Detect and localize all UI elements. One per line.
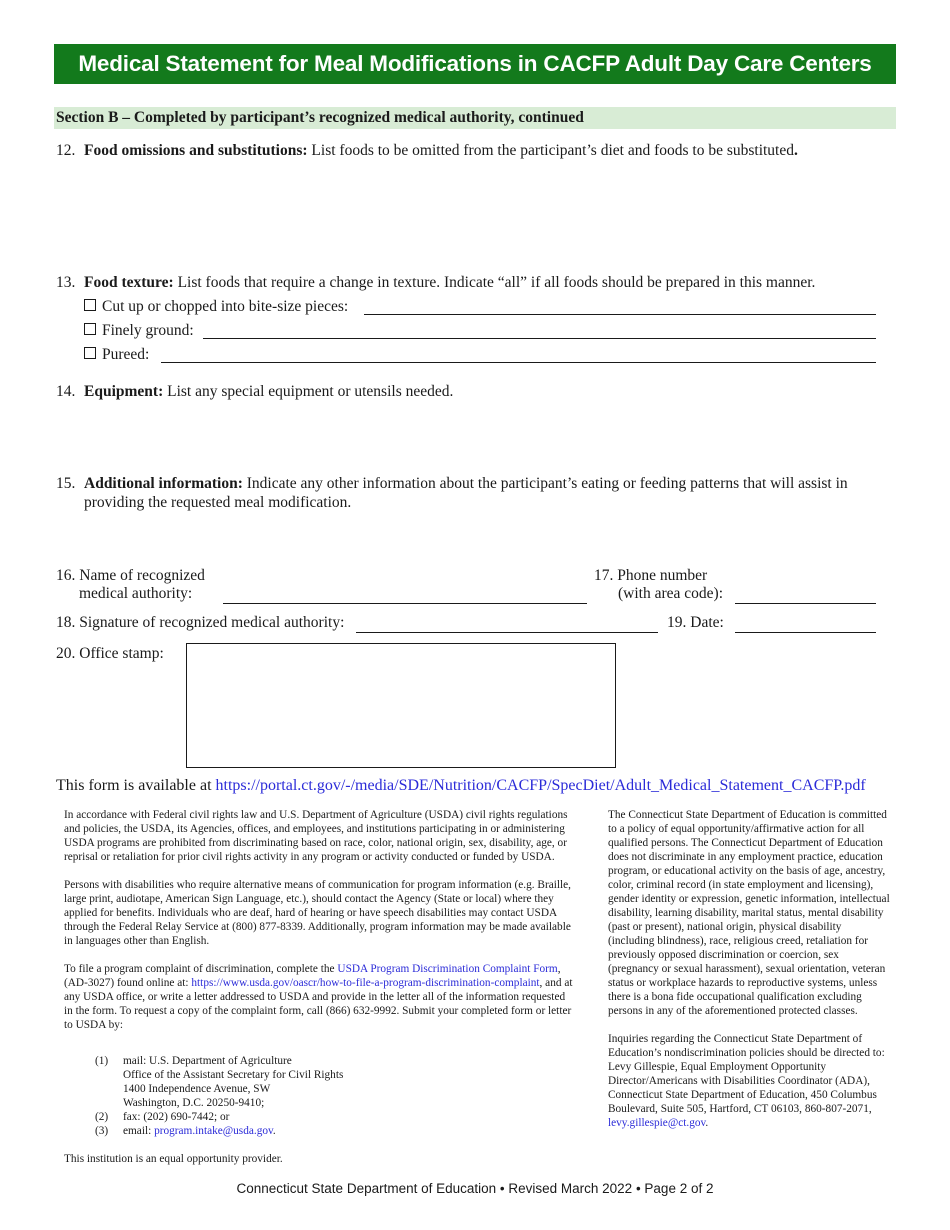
cut-up-answer-line[interactable] bbox=[364, 314, 876, 315]
ct-email-link[interactable]: levy.gillespie@ct.gov bbox=[608, 1117, 706, 1129]
list-number: (1) bbox=[95, 1055, 109, 1067]
equipment-answer-area[interactable] bbox=[84, 405, 894, 467]
texture-option-cut-up[interactable] bbox=[84, 297, 348, 316]
question-text: List any special equipment or utensils needed. bbox=[163, 383, 454, 400]
field-17-label-line1: 17. Phone number bbox=[594, 567, 708, 584]
question-text: List foods that require a change in texture. Indicate “all” if all foods should be prepared in this manner. bbox=[173, 274, 816, 291]
signature-input[interactable] bbox=[356, 632, 658, 633]
ct-nondiscrimination-statement bbox=[608, 808, 890, 1144]
email-prefix: email: bbox=[123, 1125, 155, 1137]
usda-paragraph-3 bbox=[64, 962, 574, 1032]
usda-p3-text-b: , (AD-3027) found online at: bbox=[64, 963, 561, 989]
email-line bbox=[123, 1124, 343, 1138]
field-16-label-line1: 16. Name of recognized bbox=[56, 567, 205, 584]
question-14 bbox=[56, 382, 906, 402]
list-item bbox=[95, 1054, 343, 1110]
pureed-answer-line[interactable] bbox=[161, 362, 876, 363]
checkbox-icon[interactable] bbox=[84, 323, 96, 335]
food-omissions-answer-area[interactable] bbox=[84, 165, 894, 265]
question-text: Indicate any other information about the participant’s eating or feeding patterns that will assist in providing the requested meal modification. bbox=[84, 475, 848, 511]
ct-p2-text: Inquiries regarding the Connecticut State Department of Education’s nondiscrimination policies should be directed to: Levy Gillespie, Equal Employment Opportunity Director/Americans with Disabilities Coordinator (ADA), Connecticut State Department of Education, 450 Columbus Boulevard, Suite 505, Hartford, CT 06103, 860-807-2071, bbox=[608, 1033, 885, 1115]
field-19-label: 19. Date: bbox=[667, 614, 724, 631]
page-title: Medical Statement for Meal Modifications in CACFP Adult Day Care Centers bbox=[54, 44, 896, 84]
mail-line-4: Washington, D.C. 20250-9410; bbox=[123, 1097, 265, 1109]
usda-nondiscrimination-statement bbox=[64, 808, 574, 1046]
usda-p3-text-c: , and at any USDA office, or write a letter addressed to USDA and provide in the letter all of the information requested in the form. To request a copy of the complaint form, call (866) 632-9992. Submit your completed form or letter to USDA by: bbox=[64, 977, 573, 1031]
email-suffix: . bbox=[272, 1125, 276, 1137]
texture-option-finely-ground[interactable] bbox=[84, 321, 194, 340]
question-end-mark: . bbox=[794, 142, 798, 159]
question-text: List foods to be omitted from the participant’s diet and foods to be substituted bbox=[307, 142, 794, 159]
complaint-url-link[interactable]: https://www.usda.gov/oascr/how-to-file-a-program-discrimination-complaint bbox=[191, 977, 540, 989]
ct-p2-end: . bbox=[705, 1117, 709, 1129]
option-label: Cut up or chopped into bite-size pieces: bbox=[102, 298, 349, 315]
phone-number-input[interactable] bbox=[735, 603, 876, 604]
question-15 bbox=[56, 474, 906, 514]
list-number: (2) bbox=[95, 1111, 109, 1123]
availability-prefix: This form is available at bbox=[56, 777, 216, 794]
question-label: Food texture: bbox=[84, 274, 174, 291]
usda-p3-text-a: To file a program complaint of discrimination, complete the bbox=[64, 963, 338, 975]
form-availability bbox=[56, 777, 866, 795]
question-number: 14. bbox=[56, 383, 76, 400]
fax-line: fax: (202) 690-7442; or bbox=[123, 1111, 230, 1123]
usda-email-link[interactable]: program.intake@usda.gov bbox=[154, 1125, 273, 1137]
question-13 bbox=[56, 273, 906, 293]
additional-info-answer-area[interactable] bbox=[84, 516, 894, 561]
finely-ground-answer-line[interactable] bbox=[203, 338, 876, 339]
option-label: Finely ground: bbox=[102, 322, 194, 339]
complaint-form-link[interactable]: USDA Program Discrimination Complaint Form bbox=[337, 963, 558, 975]
date-input[interactable] bbox=[735, 632, 876, 633]
field-16-label-line2: medical authority: bbox=[79, 585, 193, 602]
mail-line-3: 1400 Independence Avenue, SW bbox=[123, 1083, 271, 1095]
checkbox-icon[interactable] bbox=[84, 347, 96, 359]
question-label: Food omissions and substitutions: bbox=[84, 142, 308, 159]
field-17-label-line2: (with area code): bbox=[618, 585, 723, 602]
office-stamp-box[interactable] bbox=[186, 643, 616, 768]
question-12 bbox=[56, 141, 906, 161]
list-item bbox=[95, 1124, 343, 1138]
page-footer: Connecticut State Department of Education • Revised March 2022 • Page 2 of 2 bbox=[236, 1181, 714, 1196]
list-item bbox=[95, 1110, 343, 1124]
checkbox-icon[interactable] bbox=[84, 299, 96, 311]
question-number: 13. bbox=[56, 274, 76, 291]
question-label: Equipment: bbox=[84, 383, 164, 400]
section-b-heading bbox=[54, 107, 896, 129]
field-18-label: 18. Signature of recognized medical authority: bbox=[56, 614, 345, 631]
ct-paragraph-1: The Connecticut State Department of Education is committed to a policy of equal opportunity/affirmative action for all qualified persons. The Connecticut Department of Education does not discriminate in any employment practice, education program, or educational activity on the basis of age, ancestry, color, criminal record (in state employment and licensing), gender identity or expression, genetic information, intellectual disability, learning disability, marital status, mental disability (past or present), national origin, physical disability (including blindness), race, religious creed, retaliation for previously opposed discrimination or coercion, sex (pregnancy or sexual harassment), sexual orientation, veteran status or workplace hazards to reproductive systems, unless there is a bona fide occupational qualification excluding persons in any of the aforementioned protected classes. bbox=[608, 809, 890, 1017]
mail-line-2: Office of the Assistant Secretary for Civil Rights bbox=[123, 1069, 344, 1081]
list-number: (3) bbox=[95, 1125, 109, 1137]
form-url-link[interactable]: https://portal.ct.gov/-/media/SDE/Nutrition/CACFP/SpecDiet/Adult_Medical_Statement_CACFP.pdf bbox=[215, 777, 866, 794]
question-number: 12. bbox=[56, 142, 76, 159]
ct-paragraph-2 bbox=[608, 1032, 890, 1130]
mail-line-1: mail: U.S. Department of Agriculture bbox=[123, 1055, 292, 1067]
section-b-title: Section B – Completed by participant’s recognized medical authority, continued bbox=[56, 109, 584, 126]
usda-paragraph-1: In accordance with Federal civil rights law and U.S. Department of Agriculture (USDA) civil rights regulations and policies, the USDA, its Agencies, offices, and employees, and institutions participating in or administering USDA programs are prohibited from discriminating based on race, color, national origin, sex, disability, age, or reprisal or retaliation for prior civil rights activity in any program or activity conducted or funded by USDA. bbox=[64, 809, 568, 863]
question-number: 15. bbox=[56, 475, 76, 492]
usda-submission-list bbox=[95, 1054, 343, 1138]
medical-authority-name-input[interactable] bbox=[223, 603, 587, 604]
field-20-label: 20. Office stamp: bbox=[56, 645, 164, 662]
option-label: Pureed: bbox=[102, 346, 150, 363]
equal-opportunity-provider: This institution is an equal opportunity provider. bbox=[64, 1153, 283, 1165]
question-label: Additional information: bbox=[84, 475, 243, 492]
usda-paragraph-2: Persons with disabilities who require alternative means of communication for program information (e.g. Braille, large print, audiotape, American Sign Language, etc.), should contact the Agency (State or local) where they applied for benefits. Individuals who are deaf, hard of hearing or have speech disabilities may contact USDA through the Federal Relay Service at (800) 877-8339. Additionally, program information may be made available in languages other than English. bbox=[64, 879, 571, 947]
texture-option-pureed[interactable] bbox=[84, 345, 149, 364]
